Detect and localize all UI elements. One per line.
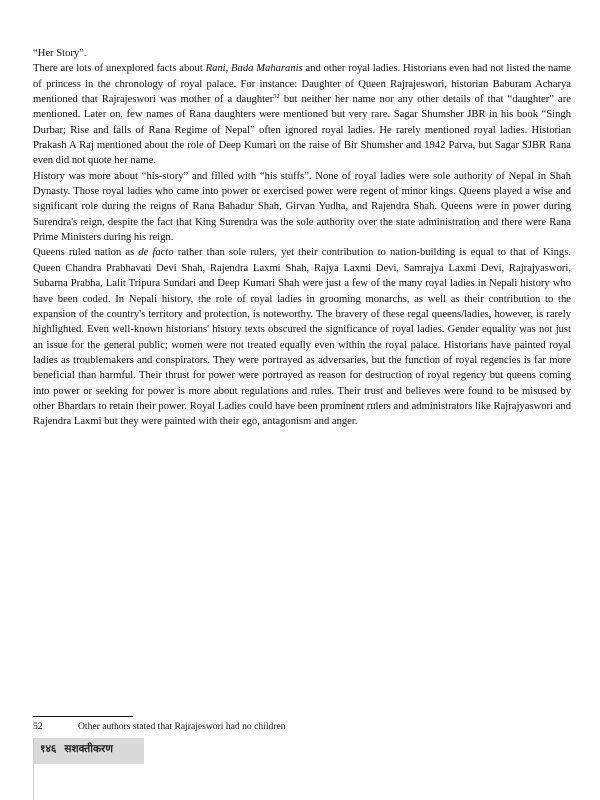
footnote-text: Other authors stated that Rajrajeswori had no children: [78, 721, 286, 732]
paragraph-2-emphasis: Rani, Bada Maharanis: [205, 63, 303, 75]
paragraph-4-part-b: rather than sole rulers, yet their contribution to nation-building is equal to that of Kings. Queen Chandra Prabhavati Devi Shah, Rajendra Laxmi Shah, Rajya Laxmi Devi, Samrajya Laxmi Devi, Rajrajyaswori, Subarna Prabha, Lalit Tripura Sundari and Deep Kumari Shah were just a few of the many royal ladies in Nepali history who have been coded. In Nepali history, the role of royal ladies in grooming monarchs, as well as their contribution to the expansion of the country's territory and protection, is noteworthy. The bravery of these regal queens/ladies, however, is rarely highlighted. Even well-known historians' history texts obscured the significance of royal ladies. Gender equality was not just an issue for the general public; women were not treated equally even within the royal palace. Historians have painted royal ladies as troublemakers and conspirators. They were portrayed as adversaries, but the function of royal regencies is far more beneficial than harmful. Their thrust for power were portrayed as reason for destruction of royal regency but queens coming into power or seeking for power is more about regulations and rules. Their trust and believes were found to be misused by other Bhardars to retain their power. Royal Ladies could have been prominent rulers and administrators like Rajrajyaswori and Rajendra Laxmi but they were painted with their ego, antagonism and anger.: [33, 247, 571, 428]
margin-divider: [33, 764, 34, 800]
paragraph-2-part-c: but neither her name nor any other details of that “daughter” are mentioned. Later on, few names of Rana daughters were mentioned but very rare. Sagar Shumsher JBR in his book “Singh Durbar; Rise and falls of Rana Regime of Nepal” often ignored royal ladies. He rarely mentioned royal ladies. Historian Prakash A Raj mentioned about the role of Deep Kumari on the raise of Bir Shumsher and 1942 Parva, but Sagar SJBR Rana even did not quote her name.: [33, 94, 571, 167]
paragraph-4: [33, 245, 571, 429]
footnote-number: 52: [33, 721, 43, 732]
paragraph-3-text: History was more about “his-story” and filled with “his stuffs”. None of royal ladies were sole authority of Nepal in Shah Dynasty. Those royal ladies who came into power or exercised power were regent of minor kings. Queens played a wise and significant role during the reigns of Rana Bahadur Shah, Girvan Yudha, and Rajendra Shah. Queens were in power during Surendra's reign, despite the fact that King Surendra was the sole authority over the state administration and there were Rana Prime Ministers during his reign.: [33, 170, 571, 244]
footnote-reference: 52: [273, 93, 280, 101]
footnote-divider: [33, 716, 133, 717]
running-title: सशक्तीकरण: [64, 743, 113, 755]
paragraph-2: [33, 61, 571, 168]
paragraph-heading-fragment: [33, 46, 571, 61]
page-footer: [40, 742, 121, 756]
paragraph-4-emphasis: de facto: [138, 247, 174, 259]
body-text: [33, 46, 571, 430]
paragraph-3: [33, 169, 571, 246]
paragraph-2-part-a: There are lots of unexplored facts about: [33, 63, 206, 75]
paragraph-1-text: “Her Story”.: [33, 48, 87, 59]
footnote: [33, 721, 286, 733]
paragraph-2-part-b: and other royal ladies. Historians even had not listed the name of princess in the chronology of royal palace. For instance: Daughter of Queen Rajrajeswori, historian Baburam Acharya mentioned that Rajrajeswori was mother of a daughter: [33, 63, 571, 106]
paragraph-4-part-a: Queens ruled nation as: [33, 247, 139, 259]
page-number: १४६: [40, 743, 57, 755]
